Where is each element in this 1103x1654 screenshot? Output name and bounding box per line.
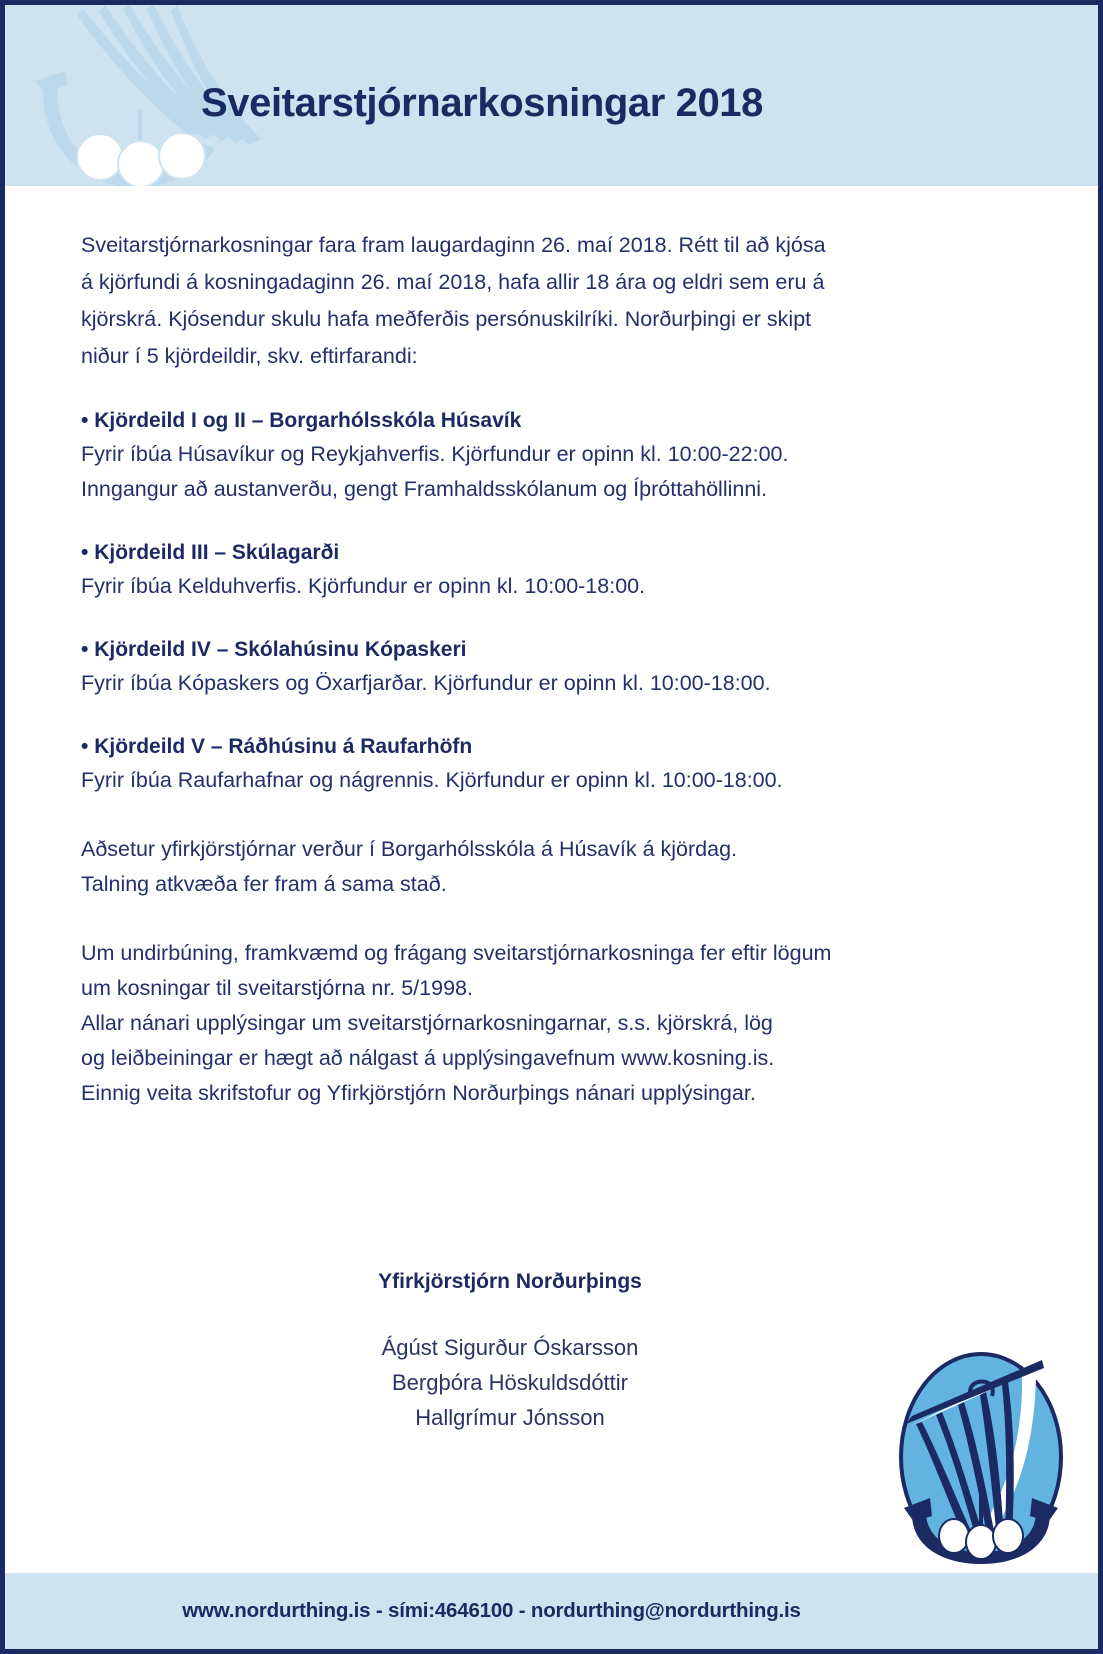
district-title-text: Kjördeild III – Skúlagarði: [94, 541, 340, 564]
signatory-name: Ágúst Sigurður Óskarsson: [381, 1335, 639, 1360]
district-title: [81, 537, 981, 569]
district-detail-line: Fyrir íbúa Húsavíkur og Reykjahverfis. Kjörfundur er opinn kl. 10:00-22:00.: [81, 442, 789, 466]
legal-line: um kosningar til sveitarstjórna nr. 5/1998.: [81, 976, 473, 1000]
district-detail-line: Inngangur að austanverðu, gengt Framhaldsskólanum og Íþróttahöllinni.: [81, 477, 768, 501]
signature-block: [5, 1270, 1015, 1435]
legal-line: og leiðbeiningar er hægt að nálgast á upplýsingavefnum www.kosning.is.: [81, 1046, 775, 1070]
signatory-name: Hallgrímur Jónsson: [415, 1405, 605, 1430]
intro-line: á kjörfundi á kosningadaginn 26. maí 2018, hafa allir 18 ára og eldri sem eru á: [81, 270, 825, 294]
bullet-icon: •: [81, 638, 89, 661]
bullet-icon: •: [81, 735, 89, 758]
district-title: [81, 405, 981, 437]
bullet-icon: •: [81, 409, 89, 432]
district-detail-line: Fyrir íbúa Kópaskers og Öxarfjarðar. Kjörfundur er opinn kl. 10:00-18:00.: [81, 671, 771, 695]
district-detail-line: Fyrir íbúa Raufarhafnar og nágrennis. Kjörfundur er opinn kl. 10:00-18:00.: [81, 768, 783, 792]
district-section-2: [81, 537, 981, 604]
district-title: [81, 731, 981, 763]
district-section-1: [81, 405, 981, 507]
legal-line: Einnig veita skrifstofur og Yfirkjörstjórn Norðurþings nánari upplýsingar.: [81, 1081, 756, 1105]
page-title: Sveitarstjórnarkosningar 2018: [201, 81, 763, 125]
poster-content: [81, 227, 981, 1111]
district-section-4: [81, 731, 981, 798]
district-title-text: Kjördeild IV – Skólahúsinu Kópaskeri: [94, 638, 467, 661]
district-title-text: Kjördeild I og II – Borgarhólsskóla Húsavík: [94, 409, 522, 432]
page-footer: [5, 1573, 1098, 1649]
intro-line: kjörskrá. Kjósendur skulu hafa meðferðis persónuskilríki. Norðurþingi er skipt: [81, 307, 812, 331]
legal-paragraph: [81, 936, 981, 1111]
legal-line: Allar nánari upplýsingar um sveitarstjórnarkosningarnar, s.s. kjörskrá, lög: [81, 1011, 773, 1035]
norduthing-oval-ship-logo-icon: [886, 1350, 1076, 1565]
location-line: Aðsetur yfirkjörstjórnar verður í Borgarhólsskóla á Húsavík á kjördag.: [81, 837, 738, 861]
district-title: [81, 634, 981, 666]
intro-line: Sveitarstjórnarkosningar fara fram laugardaginn 26. maí 2018. Rétt til að kjósa: [81, 233, 826, 257]
footer-contact-text: www.nordurthing.is - sími:4646100 - nordurthing@nordurthing.is: [182, 1599, 801, 1622]
legal-line: Um undirbúning, framkvæmd og frágang sveitarstjórnarkosninga fer eftir lögum: [81, 941, 832, 965]
intro-paragraph: [81, 227, 981, 375]
intro-line: niður í 5 kjördeildir, skv. eftirfarandi:: [81, 344, 418, 368]
location-line: Talning atkvæða fer fram á sama stað.: [81, 872, 447, 896]
signatory-name: Bergþóra Höskuldsdóttir: [391, 1370, 628, 1395]
signature-title: Yfirkjörstjórn Norðurþings: [378, 1270, 642, 1293]
district-detail-line: Fyrir íbúa Kelduhverfis. Kjörfundur er opinn kl. 10:00-18:00.: [81, 574, 646, 598]
district-title-text: Kjördeild V – Ráðhúsinu á Raufarhöfn: [94, 735, 473, 758]
district-section-3: [81, 634, 981, 701]
page-header: [5, 5, 1098, 186]
location-paragraph: [81, 832, 981, 902]
bullet-icon: •: [81, 541, 89, 564]
